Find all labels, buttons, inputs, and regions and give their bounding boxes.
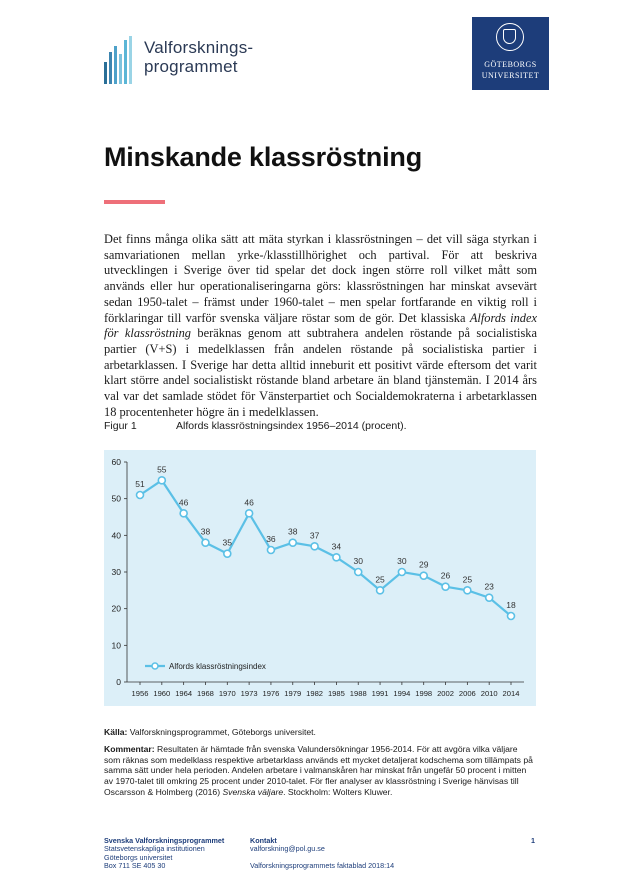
x-tick-label: 1964 (175, 689, 193, 698)
figure-title: Alfords klassröstningsindex 1956–2014 (procent). (176, 420, 407, 432)
comment-label: Kommentar: (104, 744, 155, 754)
x-tick-label: 1979 (284, 689, 302, 698)
x-tick-label: 1960 (153, 689, 171, 698)
data-label: 23 (484, 581, 494, 592)
x-tick-label: 1982 (306, 689, 324, 698)
footer-contact-email[interactable]: valforskning@pol.gu.se (250, 844, 325, 854)
data-label: 55 (157, 464, 167, 475)
x-tick-label: 1998 (415, 689, 433, 698)
data-point (486, 594, 493, 601)
x-tick-label: 2014 (502, 689, 520, 698)
x-tick-label: 2002 (437, 689, 454, 698)
line-chart (104, 450, 536, 706)
x-tick-label: 1985 (327, 689, 345, 698)
y-tick-label: 40 (111, 530, 121, 541)
x-tick-label: 2010 (480, 689, 498, 698)
comment-text2: . Stockholm: Wolters Kluwer. (283, 786, 393, 797)
data-label: 26 (440, 570, 451, 581)
data-label: 38 (200, 526, 211, 537)
y-tick-label: 60 (111, 457, 121, 467)
program-name-line2: programmet (144, 57, 238, 76)
source-label: Källa: (104, 727, 128, 737)
x-tick-label: 2006 (458, 689, 476, 698)
data-label: 18 (506, 600, 516, 610)
footer-factsheet: Valforskningsprogrammets faktablad 2018:14 (250, 861, 395, 870)
y-tick-label: 50 (111, 493, 121, 504)
data-label: 51 (135, 479, 145, 489)
y-tick-label: 0 (116, 677, 121, 687)
body-text-part1: Det finns många olika sätt att mäta styrkan i klassröstningen – det vill säga styrkan i samvariationen mellan yrke-/klasstillhörighet och partival. För att beskriva utvecklingen i Sverige över tid spelar det dock ingen större roll vilket mått som används eller hur operationaliseringarna görs: klassröstningen har minskat avsevärt sedan 1950-talet – främst under 1960-talet – men spelar fortfarande en viktig roll i förklaringar till varför svenska väljare röstar som de gör. Det klassiska (104, 232, 537, 325)
program-logo-text (144, 38, 253, 76)
figure-label: Figur 1 (104, 420, 137, 432)
university-name-line2: UNIVERSITET (481, 71, 540, 80)
data-label: 30 (353, 556, 363, 566)
footer-org-line2: Göteborgs universitet (104, 852, 173, 862)
data-label: 35 (222, 537, 233, 548)
y-tick-label: 10 (111, 640, 121, 651)
data-point (137, 492, 144, 499)
data-point (355, 569, 362, 576)
legend-label: Alfords klassröstningsindex (169, 662, 266, 671)
data-point (442, 583, 449, 590)
footer-contact (250, 837, 325, 854)
data-label: 37 (309, 530, 320, 541)
data-point (202, 539, 209, 546)
title-accent-bar (104, 200, 165, 204)
comment-text1: Resultaten är hämtade från svenska Valundersökningar 1956-2014. För att avgöra vilka väljare som räknas som medelklass respektive arbetarklass används ett mycket detaljerat kodschema som tillämpats på samma sätt under hela perioden. Andelen arbetare i valmanskåren har minskat från ungefär 50 procent i mitten av 1970-talet till omkring 25 procent under 2010-talet. För fler analyser av klassröstning i Sverige hänvisas till Oscarsson & Holmberg (2016) (104, 744, 533, 797)
comment-italic: Svenska väljare (222, 786, 284, 797)
university-logo (472, 17, 549, 90)
footer-org-line3: Box 711 SE 405 30 (104, 860, 166, 870)
data-point (267, 547, 274, 554)
data-point (508, 613, 515, 620)
data-point (311, 543, 318, 550)
data-point (180, 510, 187, 517)
x-tick-label: 1994 (393, 689, 411, 698)
data-label: 25 (462, 574, 473, 585)
body-paragraph (104, 232, 537, 420)
y-tick-label: 20 (111, 603, 121, 614)
body-text-part2: beräknas genom att subtrahera andelen röstande på socialistiska partier (V+S) i medelklassen från andelen röstande på socialistiska partier i arbetarklassen. I Sverige har detta alltid inneburit ett positivt värde eftersom det varit klart större andel socialistiskt röstande bland arbetare än bland tjänstemän. I 2014 års val var det samlade stödet för Vänsterpartiet och Socialdemokraterna i arbetarklassen 18 procentenheter högre än i medelklassen. (104, 326, 537, 419)
data-point (224, 550, 231, 557)
legend-marker (152, 663, 158, 669)
x-tick-label: 1970 (218, 689, 236, 698)
data-label: 46 (244, 497, 254, 508)
valforskning-logo-icon (104, 36, 136, 84)
data-label: 38 (288, 526, 298, 537)
source-note (104, 727, 316, 737)
data-point (333, 554, 340, 561)
chart-panel (104, 450, 536, 706)
data-point (158, 477, 165, 484)
data-label: 34 (331, 541, 342, 552)
footer-org-line1: Statsvetenskapliga institutionen (104, 844, 205, 854)
page-number: 1 (531, 836, 535, 845)
data-label: 36 (266, 534, 276, 544)
x-tick-label: 1991 (371, 689, 389, 698)
x-tick-label: 1956 (131, 689, 149, 698)
series-line (140, 480, 511, 616)
x-tick-label: 1973 (240, 689, 258, 698)
data-point (420, 572, 427, 579)
body-text-italic: Alfords index för klassröstning (104, 310, 537, 341)
footer-contact-title: Kontakt (250, 836, 277, 845)
data-point (246, 510, 253, 517)
program-name-line1: Valforsknings- (144, 38, 254, 57)
x-tick-label: 1976 (262, 689, 280, 698)
y-tick-label: 30 (111, 567, 121, 577)
data-point (377, 587, 384, 594)
data-point (464, 587, 471, 594)
comment-note (104, 744, 536, 798)
data-label: 46 (178, 497, 189, 508)
page-title: Minskande klassröstning (104, 142, 422, 172)
data-label: 30 (397, 556, 407, 566)
footer-org-title: Svenska Valforskningsprogrammet (104, 836, 225, 845)
university-name-line1: GÖTEBORGS (484, 60, 537, 69)
data-label: 29 (418, 559, 429, 570)
source-text: Valforskningsprogrammet, Göteborgs universitet. (127, 727, 316, 737)
x-tick-label: 1988 (349, 689, 367, 698)
x-tick-label: 1968 (197, 689, 214, 698)
data-point (289, 539, 296, 546)
university-seal-icon (496, 23, 524, 51)
data-label: 25 (375, 574, 385, 585)
data-point (398, 569, 405, 576)
footer-org (104, 837, 224, 870)
